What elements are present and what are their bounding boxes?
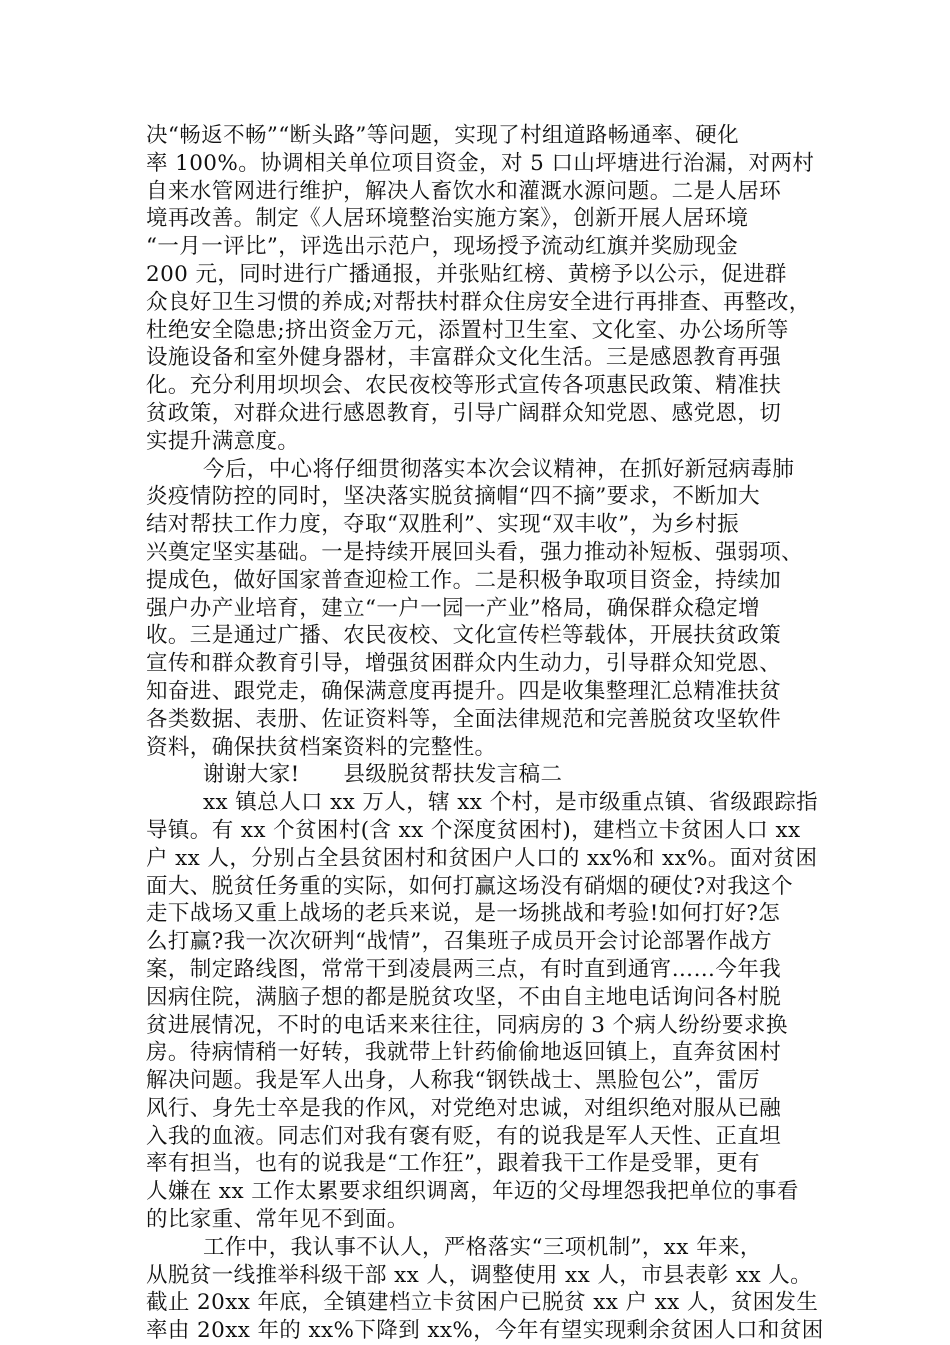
text-line: 化。充分利用坝坝会、农民夜校等形式宣传各项惠民政策、精准扶 xyxy=(146,373,782,399)
text-line: 截止 20xx 年底，全镇建档立卡贫困户已脱贫 xx 户 xx 人，贫困发生 xyxy=(146,1290,819,1316)
text-line: 人嫌在 xx 工作太累要求组织调离，年迈的父母埋怨我把单位的事看 xyxy=(146,1179,799,1205)
text-line: 么打赢?我一次次研判“战情”，召集班子成员开会讨论部署作战方 xyxy=(146,929,773,955)
text-line: 实提升满意度。 xyxy=(146,428,300,454)
text-line: 因病住院，满脑子想的都是脱贫攻坚，不由自主地电话询问各村脱 xyxy=(146,984,782,1010)
text-line: 兴奠定坚实基础。一是持续开展回头看，强力推动补短板、强弱项、 xyxy=(146,539,804,565)
body-text xyxy=(146,122,824,1345)
text-line: 收。三是通过广播、农民夜校、文化宣传栏等载体，开展扶贫政策 xyxy=(146,623,782,649)
text-line: 案，制定路线图，常常干到凌晨两三点，有时直到通宵……今年我 xyxy=(146,956,782,982)
text-line: 的比家重、常年见不到面。 xyxy=(146,1207,409,1233)
text-line: 200 元，同时进行广播通报，并张贴红榜、黄榜予以公示，促进群 xyxy=(146,261,787,287)
text-line: 导镇。有 xx 个贫困村(含 xx 个深度贫困村)，建档立卡贫困人口 xx xyxy=(146,817,801,843)
text-line: 户 xx 人，分别占全县贫困村和贫困户人口的 xx%和 xx%。面对贫困 xyxy=(146,845,818,871)
text-line: 房。待病情稍一好转，我就带上针药偷偷地返回镇上，直奔贫困村 xyxy=(146,1040,782,1066)
text-line: 众良好卫生习惯的养成;对帮扶村群众住房安全进行再排查、再整改， xyxy=(146,289,811,315)
text-line: 提成色，做好国家普查迎检工作。二是积极争取项目资金，持续加 xyxy=(146,567,782,593)
text-line: 入我的血液。同志们对我有褒有贬，有的说我是军人天性、正直坦 xyxy=(146,1123,782,1149)
text-line: 解决问题。我是军人出身，人称我“钢铁战士、黑脸包公”，雷厉 xyxy=(146,1068,761,1094)
text-line: 面大、脱贫任务重的实际，如何打赢这场没有硝烟的硬仗?对我这个 xyxy=(146,873,794,899)
text-line: 风行、身先士卒是我的作风，对党绝对忠诚，对组织绝对服从已融 xyxy=(146,1095,782,1121)
text-line: 各类数据、表册、佐证资料等，全面法律规范和完善脱贫攻坚软件 xyxy=(146,706,782,732)
text-line: 决“畅返不畅”“断头路”等问题，实现了村组道路畅通率、硬化 xyxy=(146,123,740,148)
text-line: 强户办产业培育，建立“一户一园一产业”格局，确保群众稳定增 xyxy=(146,595,761,621)
text-line: “一月一评比”，评选出示范户，现场授予流动红旗并奖励现金 xyxy=(146,234,739,260)
text-line: 谢谢大家! 县级脱贫帮扶发言稿二 xyxy=(203,762,563,788)
text-line: 宣传和群众教育引导，增强贫困群众内生动力，引导群众知党恩、 xyxy=(146,651,782,677)
text-line: 贫进展情况，不时的电话来来往往，同病房的 3 个病人纷纷要求换 xyxy=(146,1012,788,1038)
text-line: 设施设备和室外健身器材，丰富群众文化生活。三是感恩教育再强 xyxy=(146,345,782,371)
text-line: 率 100%。协调相关单位项目资金，对 5 口山坪塘进行治漏，对两村 xyxy=(146,150,815,176)
text-line: xx 镇总人口 xx 万人，辖 xx 个村，是市级重点镇、省级跟踪指 xyxy=(203,790,819,816)
text-line: 贫政策，对群众进行感恩教育，引导广阔群众知党恩、感党恩，切 xyxy=(146,400,782,426)
text-line: 走下战场又重上战场的老兵来说，是一场挑战和考验!如何打好?怎 xyxy=(146,901,781,927)
text-line: 知奋进、跟党走，确保满意度再提升。四是收集整理汇总精准扶贫 xyxy=(146,678,782,704)
text-line: 率有担当，也有的说我是“工作狂”，跟着我干工作是受罪，更有 xyxy=(146,1151,761,1177)
text-line: 境再改善。制定《人居环境整治实施方案》，创新开展人居环境 xyxy=(146,206,749,232)
text-line: 工作中，我认事不认人，严格落实“三项机制”，xx 年来， xyxy=(203,1234,762,1260)
text-line: 结对帮扶工作力度，夺取“双胜利”、实现“双丰收”，为乡村振 xyxy=(146,512,740,538)
text-line: 率由 20xx 年的 xx%下降到 xx%，今年有望实现剩余贫困人口和贫困 xyxy=(146,1318,824,1344)
text-line: 炎疫情防控的同时，坚决落实脱贫摘帽“四不摘”要求，不断加大 xyxy=(146,484,761,510)
text-line: 资料，确保扶贫档案资料的完整性。 xyxy=(146,734,497,760)
text-line: 杜绝安全隐患;挤出资金万元，添置村卫生室、文化室、办公场所等 xyxy=(146,317,789,343)
text-line: 自来水管网进行维护，解决人畜饮水和灌溉水源问题。二是人居环 xyxy=(146,178,782,204)
text-line: 今后，中心将仔细贯彻落实本次会议精神，在抓好新冠病毒肺 xyxy=(203,456,795,482)
text-line: 从脱贫一线推举科级干部 xx 人，调整使用 xx 人，市县表彰 xx 人。 xyxy=(146,1262,813,1288)
